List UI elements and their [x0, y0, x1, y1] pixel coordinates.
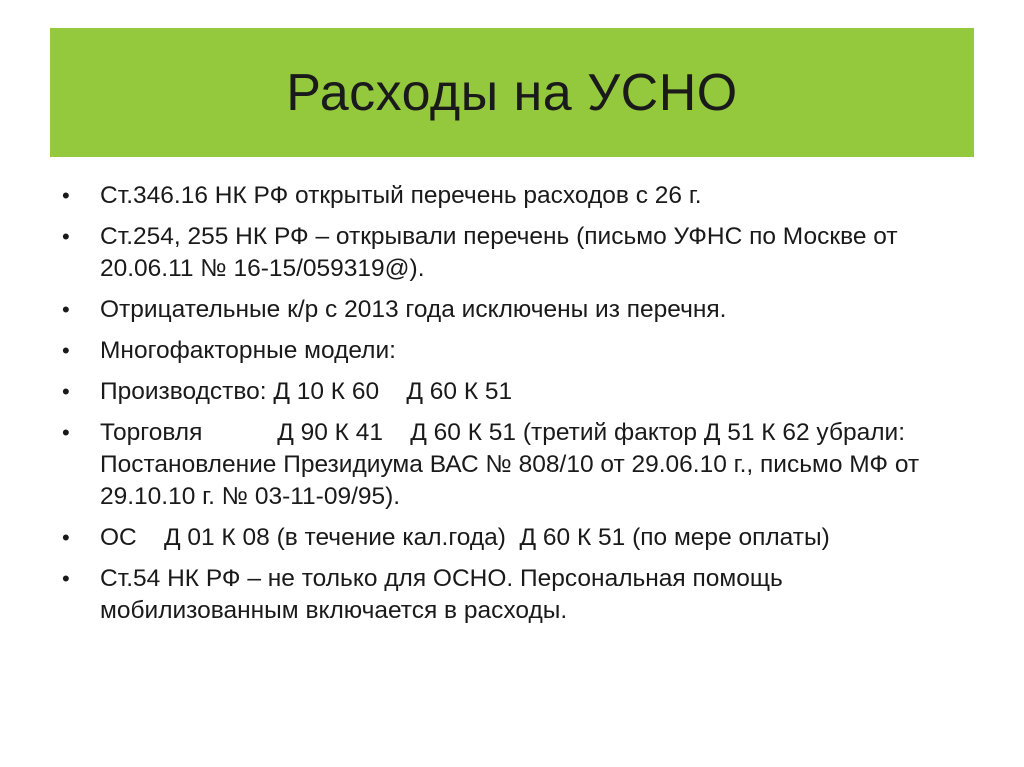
list-item [62, 294, 962, 326]
list-item [62, 417, 962, 513]
list-item [62, 180, 962, 212]
bullet-icon: • [62, 566, 70, 591]
bullet-icon: • [62, 379, 70, 404]
list-item-text: Отрицательные к/р с 2013 года исключены из перечня. [100, 296, 727, 323]
list-item-text: Многофакторные модели: [100, 337, 396, 364]
list-item-text: Ст.254, 255 НК РФ – открывали перечень (письмо УФНС по Москве от 20.06.11 № 16-15/059319@). [100, 223, 905, 282]
list-item [62, 522, 962, 554]
list-item-text: Торговля Д 90 К 41 Д 60 К 51 (третий фактор Д 51 К 62 убрали: Постановление Президиума ВАС № 808/10 от 29.06.10 г., письмо МФ от 29.10.10 г. № 03-11-09/95). [100, 419, 926, 510]
list-item-text: ОС Д 01 К 08 (в течение кал.года) Д 60 К 51 (по мере оплаты) [100, 524, 830, 551]
list-item [62, 335, 962, 367]
bullet-icon: • [62, 183, 70, 208]
list-item-text: Производство: Д 10 К 60 Д 60 К 51 [100, 378, 513, 405]
slide-title: Расходы на УСНО [286, 63, 738, 122]
list-item [62, 376, 962, 408]
list-item-text: Ст.346.16 НК РФ открытый перечень расходов с 26 г. [100, 182, 702, 209]
slide-content [62, 180, 962, 636]
bullet-list [62, 180, 962, 627]
bullet-icon: • [62, 297, 70, 322]
bullet-icon: • [62, 338, 70, 363]
list-item-text: Ст.54 НК РФ – не только для ОСНО. Персональная помощь мобилизованным включается в расходы. [100, 565, 790, 624]
bullet-icon: • [62, 224, 70, 249]
list-item [62, 563, 962, 627]
bullet-icon: • [62, 525, 70, 550]
list-item [62, 221, 962, 285]
title-bar [50, 28, 974, 157]
bullet-icon: • [62, 420, 70, 445]
